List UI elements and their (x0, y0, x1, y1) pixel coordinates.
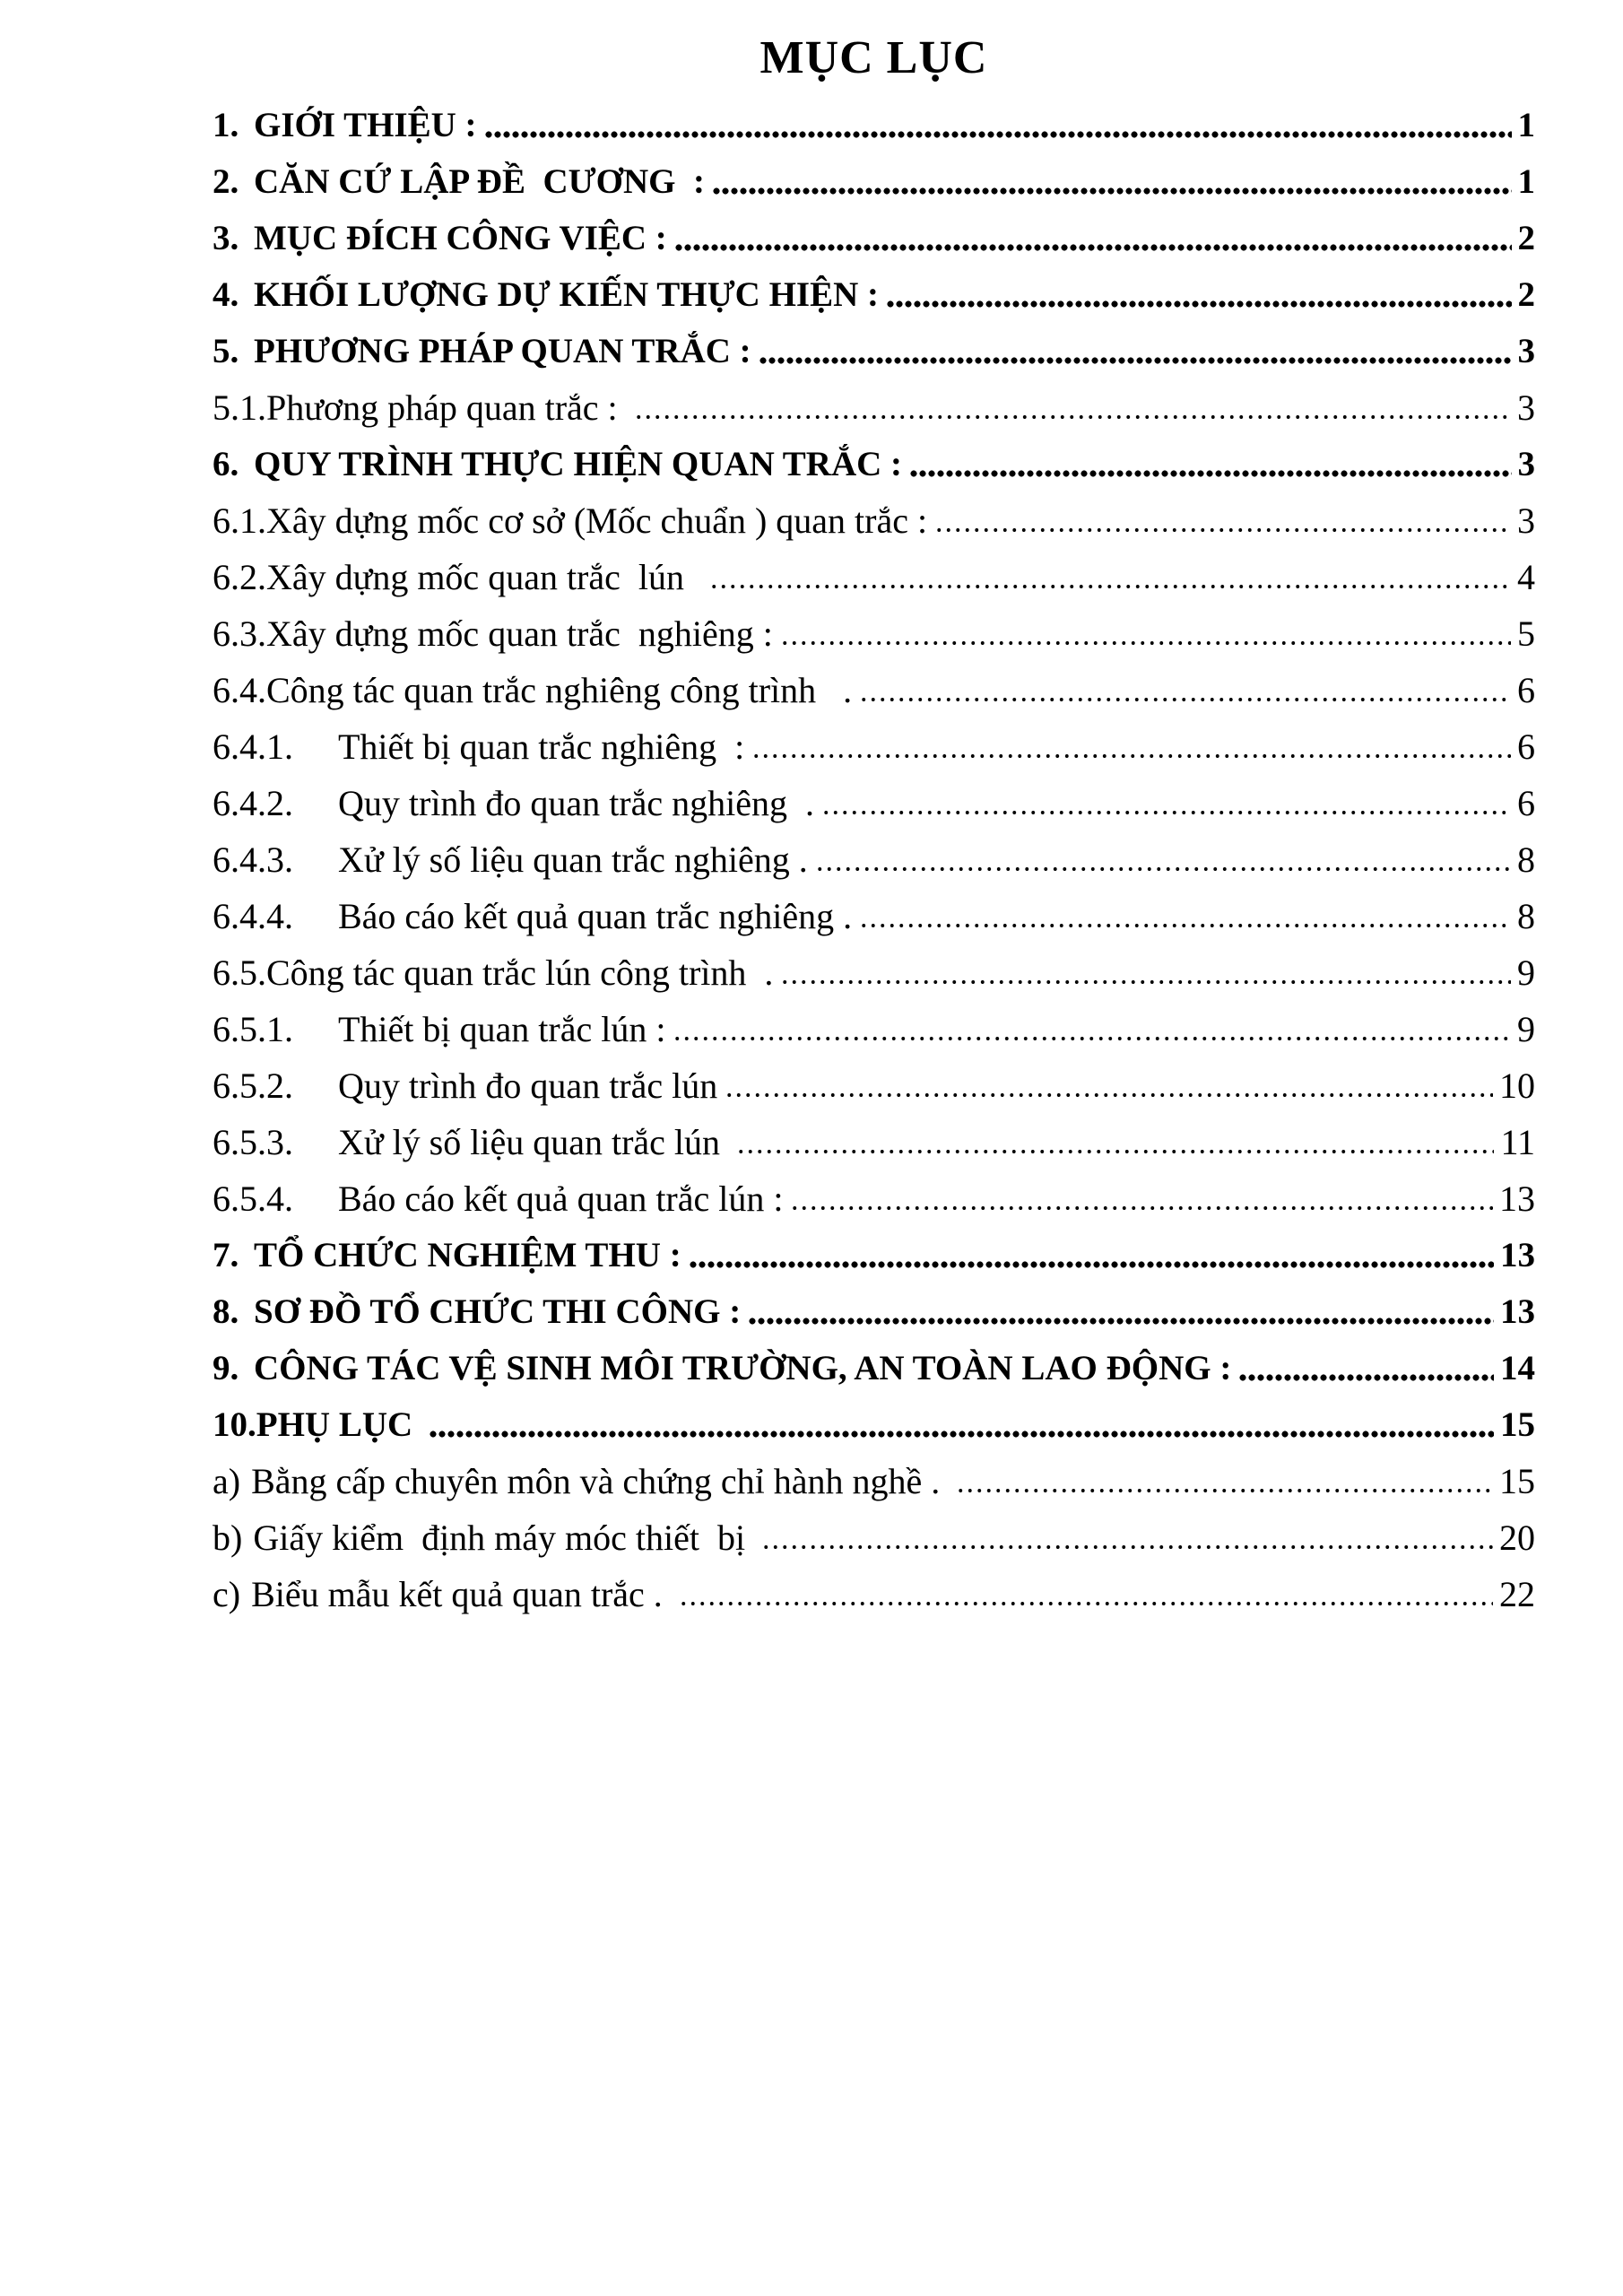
toc-entry-page: 6 (1517, 783, 1535, 823)
toc-entry-page: 5 (1517, 613, 1535, 654)
toc-entry-label: Xử lý số liệu quan trắc lún (338, 1122, 730, 1162)
toc-entry-number: 6.5.4. (213, 1178, 293, 1219)
toc-entry (213, 944, 1535, 1001)
toc-entry-label: Báo cáo kết quả quan trắc nghiêng . (338, 896, 853, 936)
toc-entry (213, 210, 1535, 266)
toc-entry-number: 6.5.2. (213, 1065, 293, 1106)
toc-entry-label: Xây dựng mốc cơ sở (Mốc chuẩn ) quan trắc : (266, 500, 928, 541)
toc-entry-page: 4 (1517, 557, 1535, 597)
toc-entry-page: 6 (1517, 670, 1535, 710)
toc-entry (213, 1170, 1535, 1227)
toc-entry-page: 3 (1517, 387, 1535, 428)
toc-entry-number: 6. (213, 445, 239, 483)
toc-entry-page: 2 (1517, 275, 1535, 314)
dot-leader (859, 662, 1511, 718)
toc-entry-label: QUY TRÌNH THỰC HIỆN QUAN TRẮC : (254, 445, 903, 483)
toc-entry (213, 1057, 1535, 1114)
toc-entry-label: Giấy kiểm định máy móc thiết bị (253, 1518, 755, 1558)
dot-leader (815, 831, 1511, 888)
toc-entry (213, 718, 1535, 775)
dot-leader (886, 266, 1512, 323)
dot-leader (934, 492, 1511, 549)
toc-entry-number: 6.1. (213, 500, 266, 541)
toc-entry (213, 775, 1535, 831)
toc-entry-label: Phương pháp quan trắc : (266, 387, 627, 428)
dot-leader (429, 1396, 1494, 1453)
dot-leader (689, 1227, 1494, 1283)
toc-entry-number: 8. (213, 1292, 239, 1331)
toc-entry-label: Thiết bị quan trắc lún : (338, 1009, 666, 1049)
toc-entry-label: Biểu mẫu kết quả quan trắc . (251, 1574, 672, 1614)
dot-leader (736, 1114, 1494, 1170)
toc-entry-page: 10 (1499, 1065, 1535, 1106)
toc-entry (213, 549, 1535, 605)
toc-entry-number: 4. (213, 275, 239, 314)
toc-entry (213, 436, 1535, 492)
toc-entry-page: 11 (1500, 1122, 1535, 1162)
dot-leader (909, 436, 1511, 492)
toc-entry-number: 5. (213, 332, 239, 370)
dot-leader (859, 888, 1511, 944)
toc-entry-number: 6.5. (213, 952, 266, 993)
toc-entry-page: 8 (1517, 896, 1535, 936)
toc-entry-page: 3 (1517, 500, 1535, 541)
toc-entry-label: Xử lý số liệu quan trắc nghiêng . (338, 839, 808, 880)
toc-entry-label: Công tác quan trắc lún công trình . (266, 952, 774, 993)
dot-leader (634, 379, 1511, 436)
toc-entry-number: 6.3. (213, 613, 266, 654)
dot-leader (759, 323, 1512, 379)
toc-entry-page: 14 (1500, 1349, 1535, 1387)
toc-entry (213, 605, 1535, 662)
toc-entry-label: Quy trình đo quan trắc lún (338, 1065, 718, 1106)
toc-entry (213, 1396, 1535, 1453)
toc-entry (213, 97, 1535, 153)
toc-entry (213, 1283, 1535, 1340)
toc-entry-number: c) (213, 1574, 241, 1614)
toc-entry-label: PHỤ LỤC (256, 1405, 421, 1444)
toc-entry-label: CĂN CỨ LẬP ĐỀ CƯƠNG : (254, 162, 706, 201)
toc-entry-label: PHƯƠNG PHÁP QUAN TRẮC : (254, 332, 751, 370)
toc-entry (213, 1509, 1535, 1566)
toc-entry (213, 323, 1535, 379)
dot-leader (751, 718, 1511, 775)
toc-entry-number: 6.4.2. (213, 783, 293, 823)
dot-leader (709, 549, 1511, 605)
toc-entry-label: Báo cáo kết quả quan trắc lún : (338, 1178, 784, 1219)
toc-entry (213, 379, 1535, 436)
toc-entry-number: b) (213, 1518, 243, 1558)
toc-entry-label: Xây dựng mốc quan trắc nghiêng : (266, 613, 773, 654)
toc-entry-label: TỔ CHỨC NGHIỆM THU : (254, 1236, 681, 1274)
toc-entry-label: MỤC ĐÍCH CÔNG VIỆC : (254, 219, 667, 257)
toc-entry-label: Quy trình đo quan trắc nghiêng . (338, 783, 814, 823)
toc-entry-number: 6.5.1. (213, 1009, 293, 1049)
dot-leader (761, 1509, 1493, 1566)
toc-entry (213, 266, 1535, 323)
toc-entry (213, 153, 1535, 210)
toc-entry (213, 662, 1535, 718)
toc-entry (213, 1453, 1535, 1509)
toc-entry-page: 3 (1517, 445, 1535, 483)
toc-entry-page: 9 (1517, 952, 1535, 993)
toc-entry-number: 6.2. (213, 557, 266, 597)
toc-entry-number: 6.4. (213, 670, 266, 710)
dot-leader (821, 775, 1511, 831)
toc-entry-number: 6.4.4. (213, 896, 293, 936)
dot-leader (484, 97, 1512, 153)
dot-leader (790, 1170, 1493, 1227)
toc-entry-page: 22 (1499, 1574, 1535, 1614)
dot-leader (780, 944, 1511, 1001)
toc-entry-label: KHỐI LƯỢNG DỰ KIẾN THỰC HIỆN : (254, 275, 879, 314)
toc-entry-page: 13 (1500, 1292, 1535, 1331)
toc-entry-page: 1 (1517, 106, 1535, 144)
toc-entry-page: 1 (1517, 162, 1535, 201)
toc-list (213, 97, 1535, 1622)
toc-entry-number: 9. (213, 1349, 239, 1387)
document-title: MỤC LỤC (759, 32, 988, 83)
toc-entry-number: 5.1. (213, 387, 266, 428)
toc-entry (213, 831, 1535, 888)
toc-entry-page: 3 (1517, 332, 1535, 370)
toc-entry-label: Xây dựng mốc quan trắc lún (266, 557, 702, 597)
toc-entry-number: 7. (213, 1236, 239, 1274)
toc-entry (213, 1566, 1535, 1622)
dot-leader (748, 1283, 1494, 1340)
toc-entry-label: Công tác quan trắc nghiêng công trình . (266, 670, 853, 710)
toc-entry-number: 10. (213, 1405, 256, 1444)
dot-leader (725, 1057, 1493, 1114)
dot-leader (956, 1453, 1493, 1509)
toc-entry (213, 1340, 1535, 1396)
toc-entry-number: 1. (213, 106, 239, 144)
toc-entry-number: 6.4.1. (213, 726, 293, 767)
dot-leader (679, 1566, 1493, 1622)
toc-entry-label: GIỚI THIỆU : (254, 106, 477, 144)
toc-entry-number: 6.5.3. (213, 1122, 293, 1162)
toc-entry-page: 13 (1499, 1178, 1535, 1219)
toc-entry (213, 888, 1535, 944)
dot-leader (1238, 1340, 1494, 1396)
toc-entry-page: 15 (1500, 1405, 1535, 1444)
toc-entry-number: 6.4.3. (213, 839, 293, 880)
toc-entry-label: Thiết bị quan trắc nghiêng : (338, 726, 745, 767)
toc-entry-label: SƠ ĐỒ TỔ CHỨC THI CÔNG : (254, 1292, 742, 1331)
toc-entry-label: Bằng cấp chuyên môn và chứng chỉ hành nghề . (251, 1461, 950, 1501)
toc-entry-page: 8 (1517, 839, 1535, 880)
toc-entry-page: 6 (1517, 726, 1535, 767)
toc-entry (213, 1227, 1535, 1283)
toc-entry-number: 2. (213, 162, 239, 201)
dot-leader (674, 210, 1512, 266)
toc-entry-number: 3. (213, 219, 239, 257)
toc-entry-page: 2 (1517, 219, 1535, 257)
toc-entry (213, 1001, 1535, 1057)
toc-entry-label: CÔNG TÁC VỆ SINH MÔI TRƯỜNG, AN TOÀN LAO ĐỘNG : (254, 1349, 1232, 1387)
dot-leader (780, 605, 1511, 662)
dot-leader (712, 153, 1511, 210)
toc-entry (213, 1114, 1535, 1170)
toc-entry-number: a) (213, 1461, 241, 1501)
toc-entry-page: 15 (1499, 1461, 1535, 1501)
dot-leader (673, 1001, 1511, 1057)
toc-entry-page: 20 (1499, 1518, 1535, 1558)
toc-entry-page: 13 (1500, 1236, 1535, 1274)
toc-entry-page: 9 (1517, 1009, 1535, 1049)
toc-entry (213, 492, 1535, 549)
